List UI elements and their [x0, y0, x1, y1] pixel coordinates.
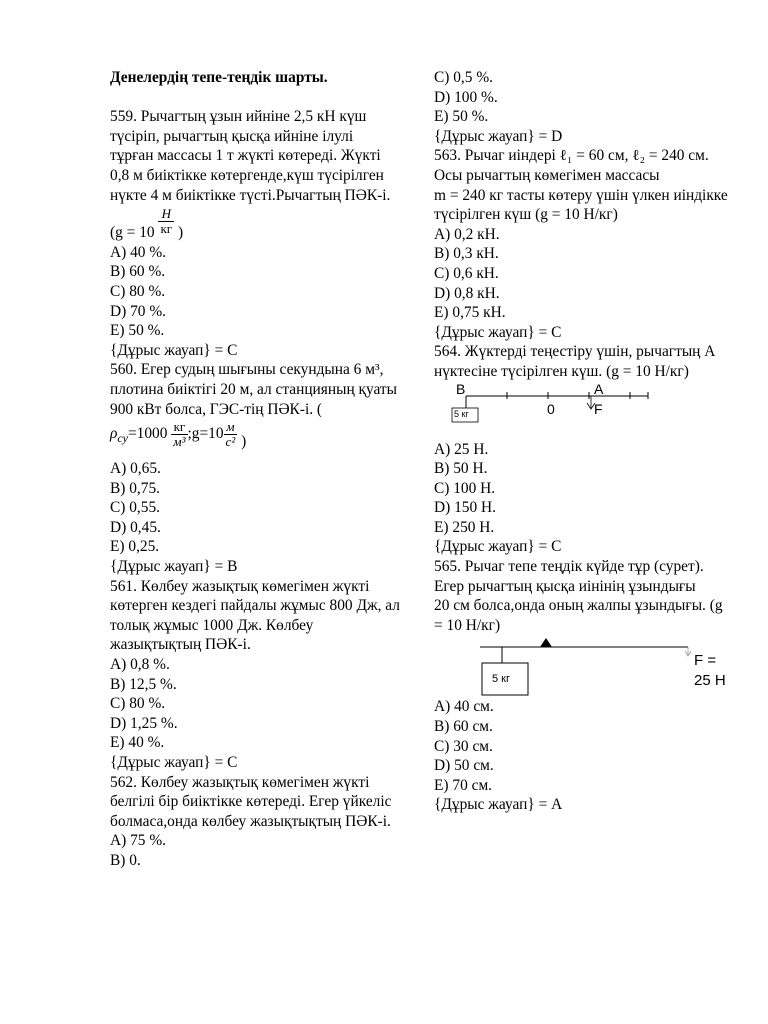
left-column	[110, 68, 400, 871]
right-column	[434, 68, 734, 815]
question-text: 565. Рычаг тепе теңдік күйде тұр (сурет). Егер рычагтың қысқа иінінің ұзындығы	[434, 558, 704, 595]
option: E) 40 %.	[110, 734, 165, 752]
weight-label: 5 кг	[492, 673, 510, 686]
option: E) 250 Н.	[434, 518, 495, 536]
option: B) 60 см.	[434, 718, 493, 736]
option: A) 0,65.	[110, 460, 161, 478]
option: B) 60 %.	[110, 263, 166, 281]
question-text: 563. Рычаг иіндері ℓ₁ = 60 см, ℓ₂ = 240 см. Осы рычагтың көмегімен массасы	[434, 147, 709, 184]
option: B) 50 Н.	[434, 460, 488, 478]
question-text: 564. Жүктерді теңестіру үшін, рычагтың А нүктесіне түсірілген күш. (g = 10 Н/кг)	[434, 343, 716, 380]
option: C) 80 %.	[110, 282, 166, 300]
force-label: F = 25 Н	[694, 652, 726, 690]
option: A) 0,2 кН.	[434, 225, 500, 243]
answer: {Дұрыс жауап} = C	[110, 341, 238, 359]
label-b: B	[456, 380, 466, 397]
option: D) 70 %.	[110, 302, 166, 320]
option: D) 0,8 кН.	[434, 284, 500, 302]
g-formula: (g = 10 $\frac{Н}{кг}$ )	[110, 206, 184, 242]
option: B) 0,75.	[110, 479, 161, 497]
label-f: F	[594, 400, 603, 417]
option: D) 1,25 %.	[110, 714, 178, 732]
answer: {Дұрыс жауап} = A	[434, 796, 563, 814]
option: E) 0,25.	[110, 538, 160, 556]
option: A) 40 %.	[110, 243, 166, 261]
option: E) 50 %.	[110, 322, 165, 340]
option: A) 25 Н.	[434, 440, 489, 458]
question-text: 561. Көлбеу жазықтық көмегімен жүкті көтерген кездегі пайдалы жұмыс 800 Дж, ал толық жұмыс 1000 Дж. Көлбеу жазықтықтың ПӘК-і.	[110, 577, 400, 654]
option: A) 0,8 %.	[110, 656, 170, 674]
question-text: 559. Рычагтың ұзын ийніне 2,5 кН күш түсіріп, рычагтың қысқа ийніне ілулі тұрған массасы 1 т жүкті көтереді. Жүкті 0,8 м биіктікке көтергенде,күш түсірілген нүкте 4 м биіктікке түсті.Рычагтың ПӘК-і.	[110, 108, 391, 204]
question-564	[434, 342, 734, 557]
question-text: 560. Егер судың шығыны секундына 6 м³, плотина биіктігі 20 м, ал станцияның қуаты 900 кВт болса, ГЭС-тің ПӘК-і. (	[110, 361, 398, 418]
question-565	[434, 557, 734, 815]
lever-diagram-564	[434, 382, 734, 440]
option: B) 12,5 %.	[110, 675, 177, 693]
option: D) 150 Н.	[434, 499, 496, 517]
option: C) 0,5 %.	[434, 69, 493, 86]
option: C) 100 Н.	[434, 479, 496, 497]
option: E) 0,75 кН.	[434, 304, 506, 322]
lever-figure	[478, 635, 708, 697]
question-text-cont: m = 240 кг тасты көтеру үшін үлкен иіндікке түсірілген күш (g = 10 Н/кг)	[434, 186, 728, 224]
fraction: $\frac{м}{\text{с²}}$	[225, 419, 236, 450]
question-text: 562. Көлбеу жазықтық көмегімен жүкті белгілі бір биіктікке көтереді. Егер үйкеліс болмаса,онда көлбеу жазықтықтың ПӘК-і.	[110, 773, 392, 830]
option: E) 70 см.	[434, 776, 493, 794]
option: E) 50 %.	[434, 108, 489, 126]
label-zero: 0	[547, 400, 555, 417]
answer: {Дұрыс жауап} = C	[434, 323, 562, 341]
option: D) 0,45.	[110, 518, 161, 536]
option: A) 40 см.	[434, 698, 494, 716]
answer: {Дұрыс жауап} = C	[434, 538, 562, 556]
label-a: A	[594, 380, 604, 397]
option: C) 0,6 кН.	[434, 264, 499, 282]
fraction: $\frac{Н}{кг}$	[160, 206, 173, 237]
option: D) 50 см.	[434, 757, 494, 775]
fulcrum-icon	[540, 638, 552, 647]
answer: {Дұрыс жауап} = B	[110, 558, 238, 576]
question-561	[110, 577, 400, 773]
fraction: $\frac{кг}{\text{м³}}$	[173, 419, 186, 450]
question-text-cont: 20 см болса,онда оның жалпы ұзындығы. (g = 10 Н/кг)	[434, 597, 723, 634]
option: B) 0.	[110, 851, 141, 869]
option: B) 0,3 кН.	[434, 245, 499, 263]
question-559	[110, 107, 400, 360]
option: C) 0,55.	[110, 499, 161, 517]
lever-diagram-565	[434, 635, 734, 697]
option: D) 100 %.	[434, 88, 498, 106]
option: A) 75 %.	[110, 832, 166, 850]
option: C) 80 %.	[110, 695, 166, 713]
weight-label: 5 кг	[454, 408, 469, 419]
question-560	[110, 360, 400, 576]
question-562-continued	[434, 68, 734, 146]
option: C) 30 см.	[434, 737, 493, 755]
question-563	[434, 146, 734, 342]
page-title: Денелердің тепе-теңдік шарты.	[110, 69, 328, 86]
question-562	[110, 773, 400, 871]
answer: {Дұрыс жауап} = D	[434, 127, 563, 145]
answer: {Дұрыс жауап} = C	[110, 754, 238, 771]
density-formula: $\rho_{су}=1000$ $\frac{кг}{\text{м³}}$ ;g=10 $\frac{м}{\text{с²}}$ )	[110, 419, 247, 451]
